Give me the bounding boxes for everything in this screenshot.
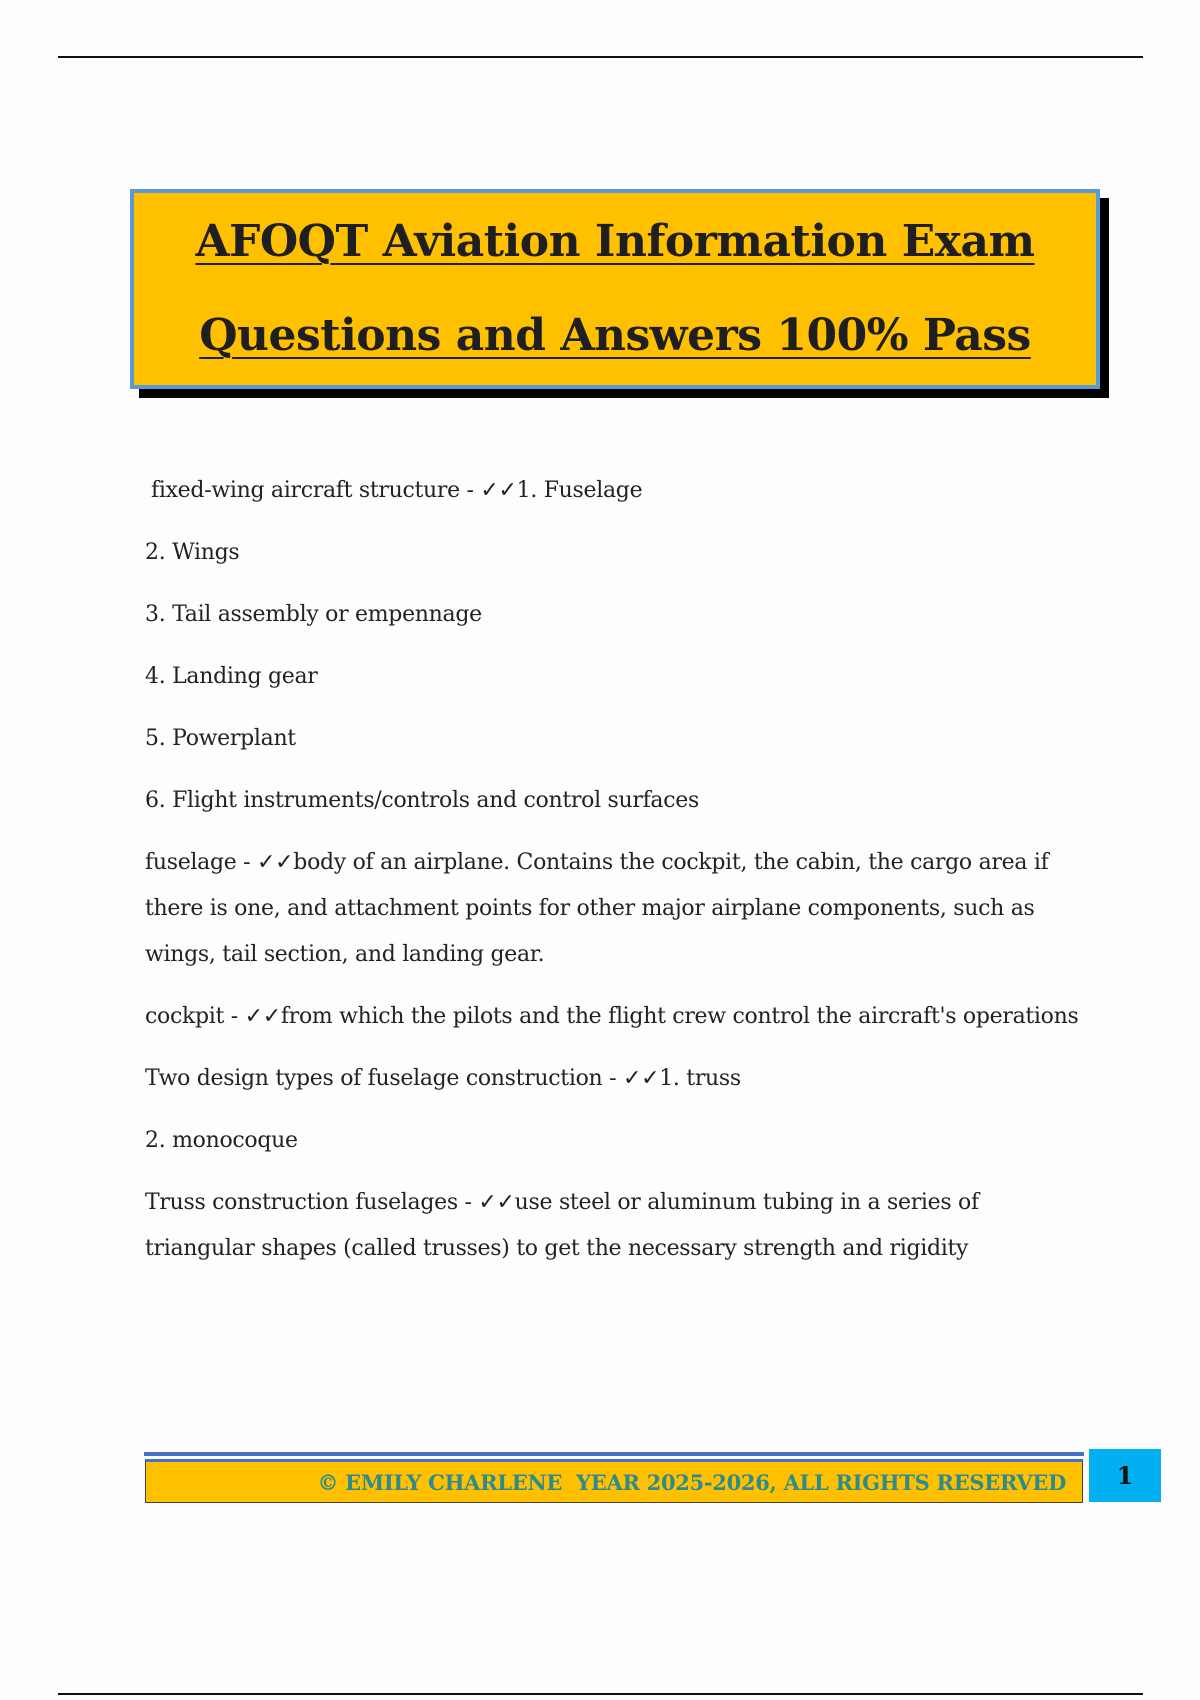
term-text: Truss construction fuselages - [145,1190,479,1215]
answer-text: body of an airplane. Contains the cockpit, the cabin, the cargo area if there is one, and attachment points for other major airplane components, such as wings, tail section, and landing gear. [145,850,1049,967]
copyright-text: © EMILY CHARLENE YEAR 2025-2026, ALL RIGHTS RESERVED [317,1469,1066,1495]
paragraph [145,1180,1095,1272]
term-text: fixed-wing aircraft structure - [151,478,481,503]
list-item-text: 4. Landing gear [145,664,318,689]
double-check-icon: ✓✓ [244,1004,281,1029]
list-item-text: 3. Tail assembly or empennage [145,602,482,627]
list-item-text: 6. Flight instruments/controls and control surfaces [145,788,699,813]
double-check-icon: ✓✓ [480,478,517,503]
page-number: 1 [1089,1449,1161,1502]
bottom-rule [58,1693,1143,1695]
term-text: Two design types of fuselage construction - [145,1066,623,1091]
paragraph [145,654,1095,700]
paragraph [145,468,1095,514]
answer-text: from which the pilots and the flight crew control the aircraft's operations [280,1004,1079,1029]
term-text: fuselage - [145,850,257,875]
list-item-text: 2. Wings [145,540,240,565]
double-check-icon: ✓✓ [478,1190,515,1215]
double-check-icon: ✓✓ [257,850,294,875]
paragraph [145,1118,1095,1164]
double-check-icon: ✓✓ [622,1066,660,1091]
document-body [145,468,1095,1288]
paragraph [145,840,1095,978]
top-rule [58,56,1143,58]
title-line-2: Questions and Answers 100% Pass [199,310,1031,361]
paragraph [145,530,1095,576]
title-banner [130,189,1100,389]
paragraph [145,592,1095,638]
title-line-1: AFOQT Aviation Information Exam [195,216,1035,267]
paragraph [145,994,1095,1040]
list-item-text: 2. monocoque [145,1128,298,1153]
answer-text: use steel or aluminum tubing in a series of triangular shapes (called trusses) to get the necessary strength and rigidity [145,1190,979,1261]
list-item-text: 5. Powerplant [145,726,296,751]
answer-text: 1. truss [659,1066,741,1091]
footer-bar [145,1459,1083,1503]
term-text: cockpit - [145,1004,245,1029]
paragraph [145,778,1095,824]
answer-text: 1. Fuselage [516,478,643,503]
paragraph [145,716,1095,762]
paragraph [145,1056,1095,1102]
